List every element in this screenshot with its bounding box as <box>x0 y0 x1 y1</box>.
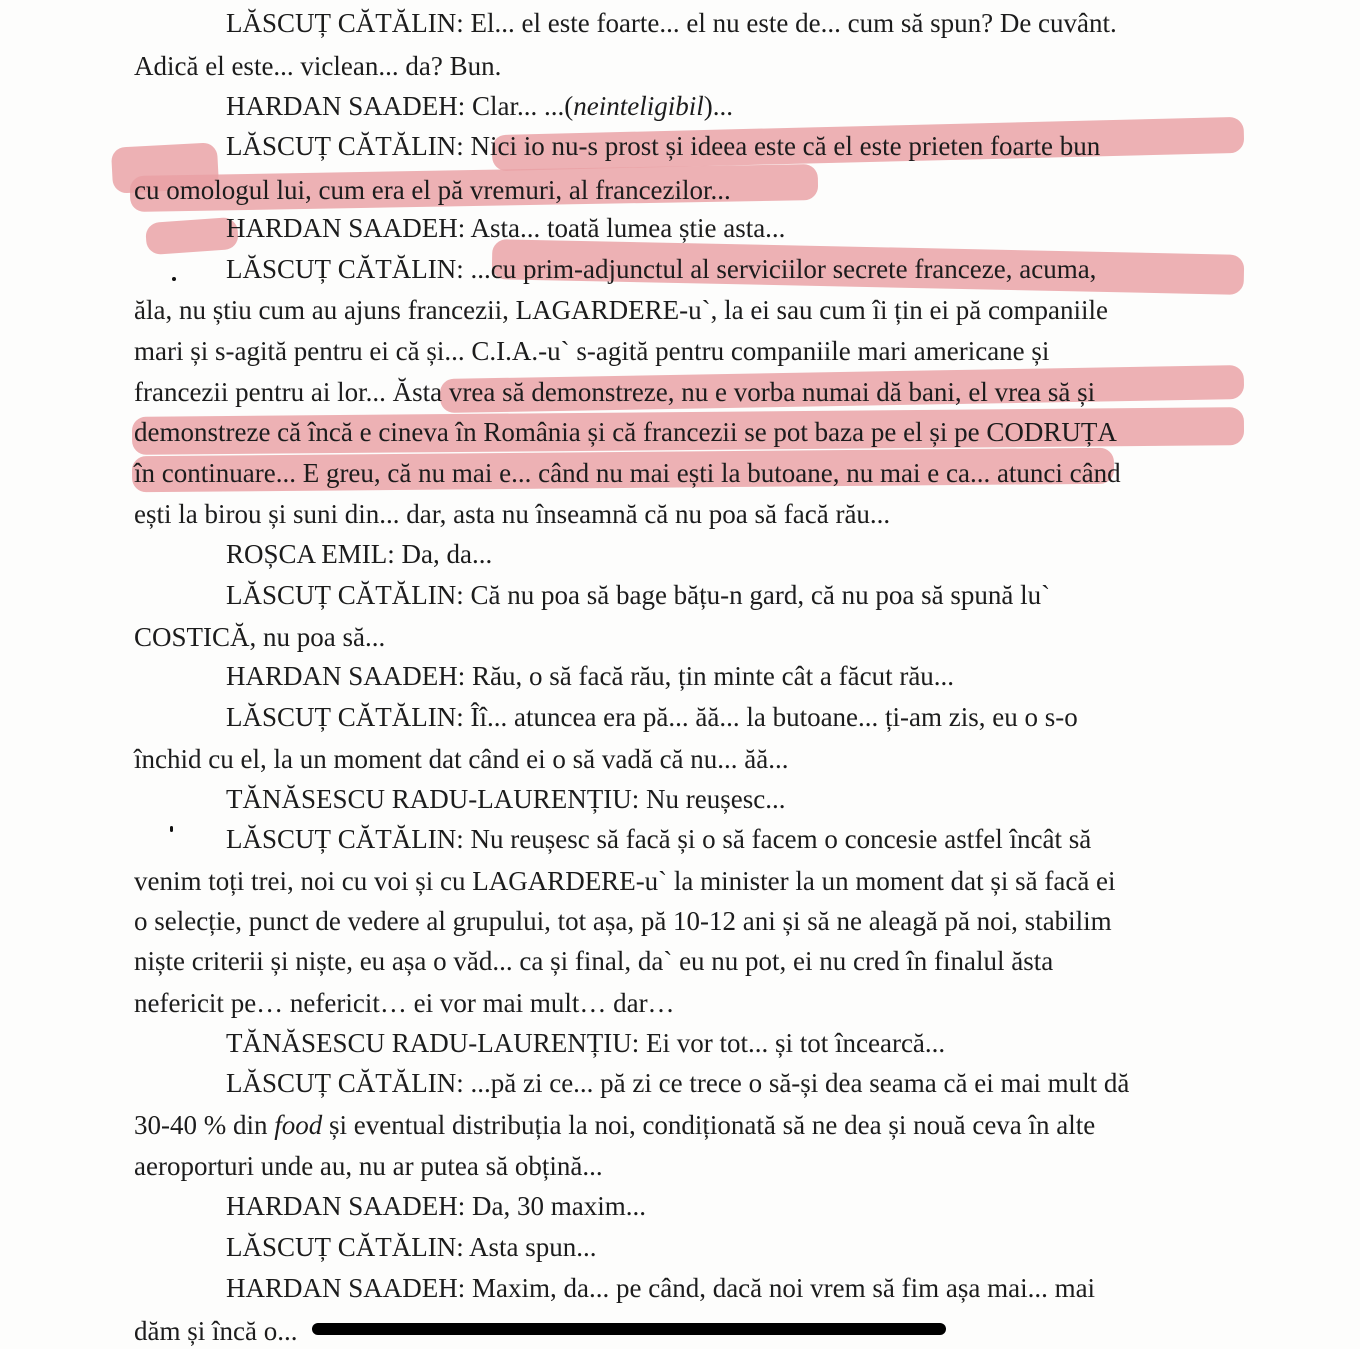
transcript-line <box>226 826 1091 853</box>
speech-text: venim toți trei, noi cu voi și cu LAGARDERE-u` la minister la un moment dat și să facă ei <box>134 866 1116 896</box>
speech-text: Da, da... <box>401 539 493 569</box>
speech-text: Îî... atuncea era pă... ăă... la butoane... ți-am zis, eu o s-o <box>470 702 1078 732</box>
transcript-line <box>226 256 1096 283</box>
transcript-line <box>226 93 733 120</box>
speech-text: Nici io nu-s prost și ideea este că el este prieten foarte bun <box>470 131 1101 161</box>
speaker-name: LĂSCUȚ CĂTĂLIN: <box>226 8 464 38</box>
transcript-line <box>134 501 890 528</box>
speech-text: în continuare... E greu, că nu mai e... când nu mai ești la butoane, nu mai e ca... atunci când <box>134 458 1121 488</box>
speech-text: El... el este foarte... el nu este de... cum să spun? De cuvânt. <box>470 8 1117 38</box>
stray-mark <box>170 826 173 832</box>
speech-text: cu omologul lui, cum era el pă vremuri, al francezilor... <box>134 175 731 205</box>
speech-text: francezii pentru ai lor... Ăsta vrea să demonstreze, nu e vorba numai dă bani, el vrea să și <box>134 377 1096 407</box>
speech-text: ești la birou și suni din... dar, asta nu înseamnă că nu poa să facă rău... <box>134 499 891 529</box>
speech-text: nefericit pe… nefericit… ei vor mai mult… dar… <box>134 988 675 1018</box>
speaker-name: HARDAN SAADEH: <box>226 91 466 121</box>
transcript-line <box>134 990 675 1017</box>
transcript-line <box>226 704 1078 731</box>
highlight-stroke <box>145 217 239 255</box>
speaker-name: LĂSCUȚ CĂTĂLIN: <box>226 131 464 161</box>
speaker-name: HARDAN SAADEH: <box>226 1191 466 1221</box>
speech-text: Nu reușesc... <box>646 784 786 814</box>
stray-mark <box>172 277 176 281</box>
transcript-line <box>134 419 1117 446</box>
speech-text: Maxim, da... pe când, dacă noi vrem să fim așa mai... mai <box>472 1273 1096 1303</box>
speech-text: Clar... ...( <box>472 91 574 121</box>
speech-text: Asta... toată lumea știe asta... <box>470 213 786 243</box>
transcript-line <box>134 624 385 651</box>
transcript-line <box>134 1153 603 1180</box>
speaker-name: LĂSCUȚ CĂTĂLIN: <box>226 702 464 732</box>
speech-text: Ei vor tot... și tot încearcă... <box>646 1028 946 1058</box>
speech-text: Adică el este... viclean... da? Bun. <box>134 51 502 81</box>
transcript-line <box>134 868 1116 895</box>
transcript-line <box>226 133 1100 160</box>
transcript-line <box>134 53 501 80</box>
speech-text: Da, 30 maxim... <box>472 1191 646 1221</box>
speech-text: închid cu el, la un moment dat când ei o să vadă că nu... ăă... <box>134 744 789 774</box>
speech-text: demonstreze că încă e cineva în România și că francezii se pot baza pe el și pe CODRUȚA <box>134 417 1117 447</box>
speech-text: COSTICĂ, nu poa să... <box>134 622 386 652</box>
transcript-line <box>226 1070 1129 1097</box>
speaker-name: LĂSCUȚ CĂTĂLIN: <box>226 824 464 854</box>
speech-text-italic: food <box>274 1110 323 1140</box>
speech-text: dăm și încă o... <box>134 1316 298 1346</box>
speaker-name: LĂSCUȚ CĂTĂLIN: <box>226 580 464 610</box>
transcript-line <box>226 582 1050 609</box>
transcript-line <box>226 215 785 242</box>
transcript-line <box>134 948 1053 975</box>
transcript-line <box>134 177 731 204</box>
transcript-line <box>134 1112 1095 1139</box>
speech-text: Nu reușesc să facă și o să facem o concesie astfel încât să <box>470 824 1092 854</box>
transcript-line <box>226 10 1117 37</box>
speaker-name: ROȘCA EMIL: <box>226 539 395 569</box>
speaker-name: LĂSCUȚ CĂTĂLIN: <box>226 1232 464 1262</box>
speech-text: ăla, nu știu cum au ajuns francezii, LAGARDERE-u`, la ei sau cum îi țin ei pă companiile <box>134 295 1108 325</box>
speech-text: 30-40 % din <box>134 1110 275 1140</box>
transcript-line <box>134 297 1108 324</box>
transcript-line <box>134 1318 297 1345</box>
speech-text: ...cu prim-adjunctul al serviciilor secrete franceze, acuma, <box>470 254 1097 284</box>
transcript-line <box>226 541 492 568</box>
speaker-name: TĂNĂSESCU RADU-LAURENȚIU: <box>226 784 640 814</box>
transcript-line <box>134 338 1049 365</box>
speech-text: )... <box>703 91 733 121</box>
speech-text: ...pă zi ce... pă zi ce trece o să-și dea seama că ei mai mult dă <box>470 1068 1130 1098</box>
speaker-name: LĂSCUȚ CĂTĂLIN: <box>226 1068 464 1098</box>
transcript-line <box>226 1193 646 1220</box>
speaker-name: HARDAN SAADEH: <box>226 213 466 243</box>
transcript-line <box>134 379 1095 406</box>
speaker-name: LĂSCUȚ CĂTĂLIN: <box>226 254 464 284</box>
speech-text: mari și s-agită pentru ei că și... C.I.A.-u` s-agită pentru companiile mari americane și <box>134 336 1050 366</box>
transcript-line <box>134 908 1112 935</box>
transcript-line <box>226 786 785 813</box>
speaker-name: HARDAN SAADEH: <box>226 661 466 691</box>
transcript-line <box>226 663 954 690</box>
transcript-line <box>134 460 1121 487</box>
speech-text: aeroporturi unde au, nu ar putea să obțină... <box>134 1151 603 1181</box>
transcript-line <box>226 1234 597 1261</box>
speech-text: niște criterii și niște, eu așa o văd... ca și final, da` eu nu pot, ei nu cred în finalul ăsta <box>134 946 1054 976</box>
speech-text: Asta spun... <box>469 1232 597 1262</box>
speaker-name: HARDAN SAADEH: <box>226 1273 466 1303</box>
speech-text-italic: neinteligibil <box>573 91 704 121</box>
speech-text: Că nu poa să bage bățu-n gard, că nu poa să spună lu` <box>470 580 1051 610</box>
transcript-line <box>226 1030 945 1057</box>
speech-text: Rău, o să facă rău, țin minte cât a făcut rău... <box>472 661 955 691</box>
redaction-bar <box>312 1323 946 1335</box>
transcript-line <box>226 1275 1095 1302</box>
speaker-name: TĂNĂSESCU RADU-LAURENȚIU: <box>226 1028 640 1058</box>
speech-text: și eventual distribuția la noi, condiționată să ne dea și nouă ceva în alte <box>322 1110 1096 1140</box>
speech-text: o selecție, punct de vedere al grupului, tot așa, pă 10-12 ani și să ne aleagă pă noi, stabilim <box>134 906 1112 936</box>
transcript-line <box>134 746 789 773</box>
